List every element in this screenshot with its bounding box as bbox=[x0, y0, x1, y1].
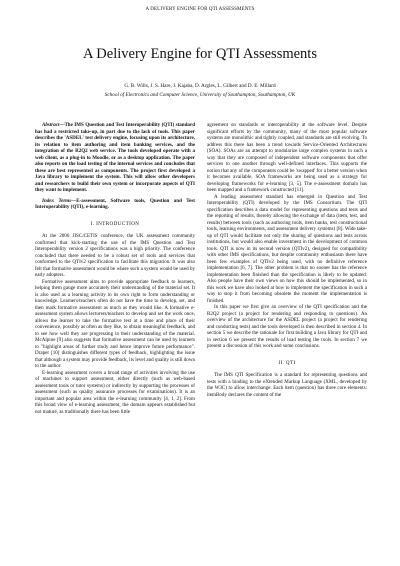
paragraph: At the 2006 JISC/CETIS conference, the UK assessment community confirmed that kick-starting the use of the IMS Question and Test Interoperability version 2 specifications was a high priority. The conference concluded that there needed to be a robust set of tools and services that conformed to the QTIv2 specification to facilitate this migration. It was also felt that formative assessment would be where such a system would be used by early adopters. bbox=[35, 233, 195, 278]
paragraph: The IMS QTI Specification is a standard for representing questions and tests with a binding to the eXtended Markup Language (XML, developed by the W3C) to allow interchange. Each item (question) has three core elements: itemBody declares the content of the bbox=[207, 372, 367, 398]
paper-title: A Delivery Engine for QTI Assessments bbox=[83, 46, 317, 62]
right-column bbox=[207, 122, 367, 398]
paragraph: In this paper we first give an overview of the QTI specification and the R2Q2 project (a project for rendering and responding to questions). An overview of the architecture for the ASDEL project (a project for rendering and conducting tests) and the tools developed is then described in section 4. In section 5 we describe the rationale for first building a Java library for QTI and in section 6 we present the results of load testing the tools. In section 7 we present a discussion of this work and some conclusions. bbox=[207, 304, 367, 349]
abstract-lead: Abstract bbox=[42, 122, 60, 128]
index-terms-lead: Index Terms bbox=[42, 197, 72, 204]
affiliation: School of Electronics and Computer Science, University of Southampton, Southampton, UK bbox=[104, 92, 296, 98]
abstract-text: —The IMS Question and Test Interoperability (QTI) standard has had a restricted take-up, in part due to the lack of tools. This paper describes the 'ASDEL' test delivery engine, focusing upon its architecture, its relation to item authoring and item banking services, and the integration of the R2Q2 web service. The tools developed operate with a web client, as a plug-in to Moodle, or as a desktop application. The paper also reports on the load testing of the internal services and concludes that these are best represented as components. The project first developed a Java library to implement the system. This will allow other developers and researchers to build their own system or incorporate aspects of QTI they want to implement. bbox=[35, 122, 195, 193]
paragraph: E-learning assessment covers a broad range of activities involving the use of machines to support assessment, either directly (such as web-based assessment tools or tutor systems) or indirectly by supporting the processes of assessment (such as quality assurance processes for examinations). It is an important and popular area within the e-learning community [4, 1, 2]. From this broad view of e-learning assessment, the domain appears established but not mature, as traditionally there has been little bbox=[35, 369, 195, 415]
abstract bbox=[35, 122, 195, 194]
paragraph: A leading assessment standard has emerged in Question and Test Interoperability (QTI) developed by the IMS Consortium. The QTI specification describes a data model for representing questions and tests and the reporting of results, thereby allowing the exchange of data (item, test, and results) between tools (such as authoring tools, item banks, test constructional tools, learning environments, and assessment delivery systems) [8]. Wide take-up of QTI would facilitate not only the sharing of questions and tests across institutions, but would also enable investment in the development of common tools. QTI is now in its second version (QTIv2), designed for compatibility with other IMS specifications, but despite community enthusiasm there have been few examples of QTIv2 being used, with no definitive reference implementation [6, 7]. The other problem is that no sooner has the reference implementation been finished than the specification is likely to be updated. Also people have their own views on how this should be implemented, so in this work we have also looked at how to implement the specification in such a way to stop it from becoming obsolete the moment the implementation is finished. bbox=[207, 193, 367, 304]
index-terms bbox=[35, 198, 195, 211]
paragraph: agreement on standards or interoperability at the software level. Despite significant efforts by the community, many of the most popular software systems are monolithic and tightly coupled, and standards are still evolving. To address this there has been a trend towards Service-Oriented Architectures (SOA). SOAs are an attempt to modularize large complex systems in such a way that they are composed of independent software components that offer services to one another through well-defined interfaces. This supports the notion that any of the components could be 'swapped' for a better version when it becomes available. SOA frameworks are being used as a strategy for developing frameworks for e-learning [3, 5]. The e-assessment domain has been mapped and a framework constructed [11]. bbox=[207, 122, 367, 193]
section-heading-introduction: I. INTRODUCTION bbox=[90, 220, 140, 227]
index-terms-text: —E-assessment, Software tools, Question and Test Interoperability (QTI), e-learning. bbox=[35, 197, 195, 210]
paragraph: Formative assessment aims to provide appropriate feedback to learners, helping them gauge more accurately their understanding of the material set. It is also used as a learning activity in its own right to form understanding or knowledge. Learners/teachers often do not have the time to develop, set, and then mark formative assessment as much as they would like. A formative e-assessment system allows lecturers/teachers to develop and set the work once, allows the learner to take the formative test at a time and place of their convenience, possibly as often as they like, to obtain meaningful feedback, and to see how well they are progressing in their understanding of the material. McAlpine [9] also suggests that formative assessment can be used by learners to "highlight areas of further study and hence improve future performance". Draper [10] distinguishes different types of feedback, highlighting the issue that although a system may provide feedback, its level and quality is still down to the author. bbox=[35, 278, 195, 369]
section-heading-qti: II. QTI bbox=[278, 359, 296, 366]
author-list: G. B. Wills, J. S. Hare, J. Kajaba, D. Argles, L. Gilbert and D. E. Millard bbox=[124, 83, 276, 89]
left-column bbox=[35, 122, 195, 415]
running-head: A DELIVERY ENGINE FOR QTI ASSESSMENTS bbox=[145, 7, 255, 12]
